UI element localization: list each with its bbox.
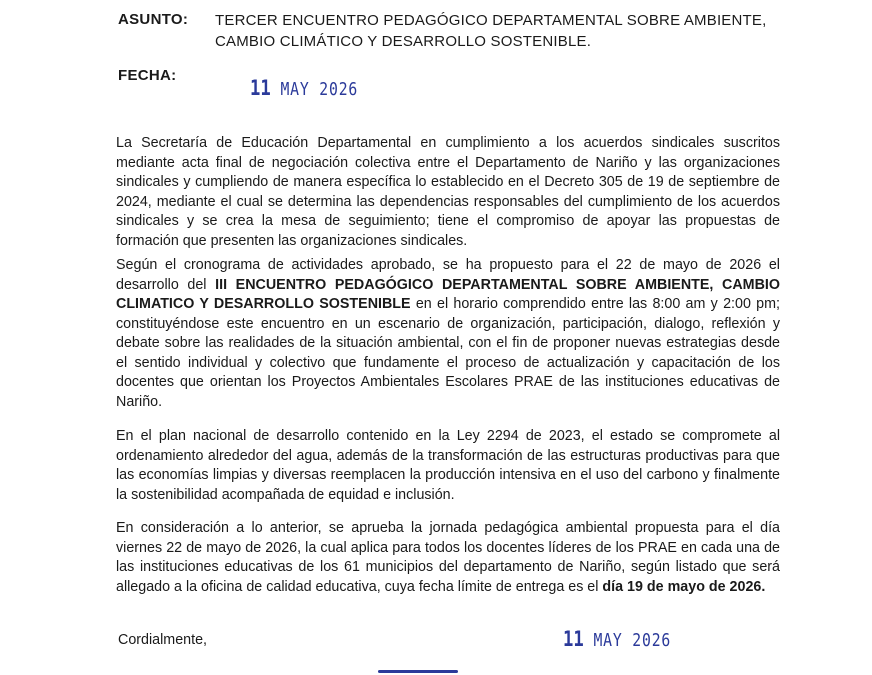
paragraph-4 — [116, 519, 780, 597]
closing-text: Cordialmente, — [118, 632, 207, 648]
event-title: III ENCUENTRO PEDAGÓGICO DEPARTAMENTAL SOBRE AMBIENTE, CAMBIO CLIMATICO Y DESARROLLO SOSTENIBLE — [116, 276, 780, 312]
subject-label: ASUNTO: — [118, 11, 189, 28]
subject-text — [215, 10, 815, 52]
paragraph-3: En el plan nacional de desarrollo contenido en la Ley 2294 de 2023, el estado se compromete al ordenamiento alrededor del agua, además de la transformación de las estructuras productivas para que las economías limpias y diversas reemplacen la producción intensiva en el uso del carbono y finalmente la sostenibilidad acompañada de equidad e inclusión. — [116, 428, 780, 503]
paragraph-2-intro: Según el cronograma de actividades aprobado, se ha propuesto para el 22 de mayo de 2026 el desarrollo del — [116, 257, 780, 293]
date-stamp — [250, 76, 358, 100]
paragraph-1: La Secretaría de Educación Departamental en cumplimiento a los acuerdos sindicales suscritos mediante acta final de negociación colectiva entre el Departamento de Nariño y las organizaciones sindicales y cumpliendo de manera específica lo establecido en el Decreto 305 de 19 de septiembre de 2024, mediante el cual se determina las dependencias responsables del cumplimiento de los acuerdos sindicales y se crea la mesa de seguimiento; tiene el compromiso de apoyar las propuestas de formación que presenten las organizaciones sindicales. — [116, 135, 780, 249]
signature-stroke — [378, 670, 458, 673]
paragraph-4-text: En consideración a lo anterior, se aprueba la jornada pedagógica ambiental propuesta para el día viernes 22 de mayo de 2026, la cual aplica para todos los docentes líderes de los PRAE en cada una de las instituciones educativas de los 61 municipios del departamento de Nariño, según listado que será allegado a la oficina de calidad educativa, cuya fecha límite de entrega es el — [116, 520, 780, 595]
closing-stamp-day: 11 — [563, 627, 584, 651]
subject-line-1: TERCER ENCUENTRO PEDAGÓGICO DEPARTAMENTAL SOBRE AMBIENTE, — [215, 12, 767, 29]
deadline-date: día 19 de mayo de 2026. — [602, 578, 766, 595]
date-label: FECHA: — [118, 67, 177, 84]
date-stamp-month-year: MAY 2026 — [280, 79, 359, 100]
closing-date-stamp — [563, 627, 671, 651]
subject-line-2: CAMBIO CLIMÁTICO Y DESARROLLO SOSTENIBLE. — [215, 33, 592, 50]
date-stamp-day: 11 — [250, 76, 271, 100]
paragraph-2-rest: en el horario comprendido entre las 8:00 am y 2:00 pm; constituyéndose este encuentro en un escenario de organización, participación, dialogo, reflexión y debate sobre las realidades de la situación ambiental, con el fin de proponer nuevas estrategias desde el sentido individual y colectivo que fundamente el proceso de actualización y capacitación de los docentes que orientan los Proyectos Ambientales Escolares PRAE de las instituciones educativas de Nariño. — [116, 296, 780, 410]
closing-stamp-month-year: MAY 2026 — [593, 630, 672, 651]
paragraph-2 — [116, 256, 780, 412]
